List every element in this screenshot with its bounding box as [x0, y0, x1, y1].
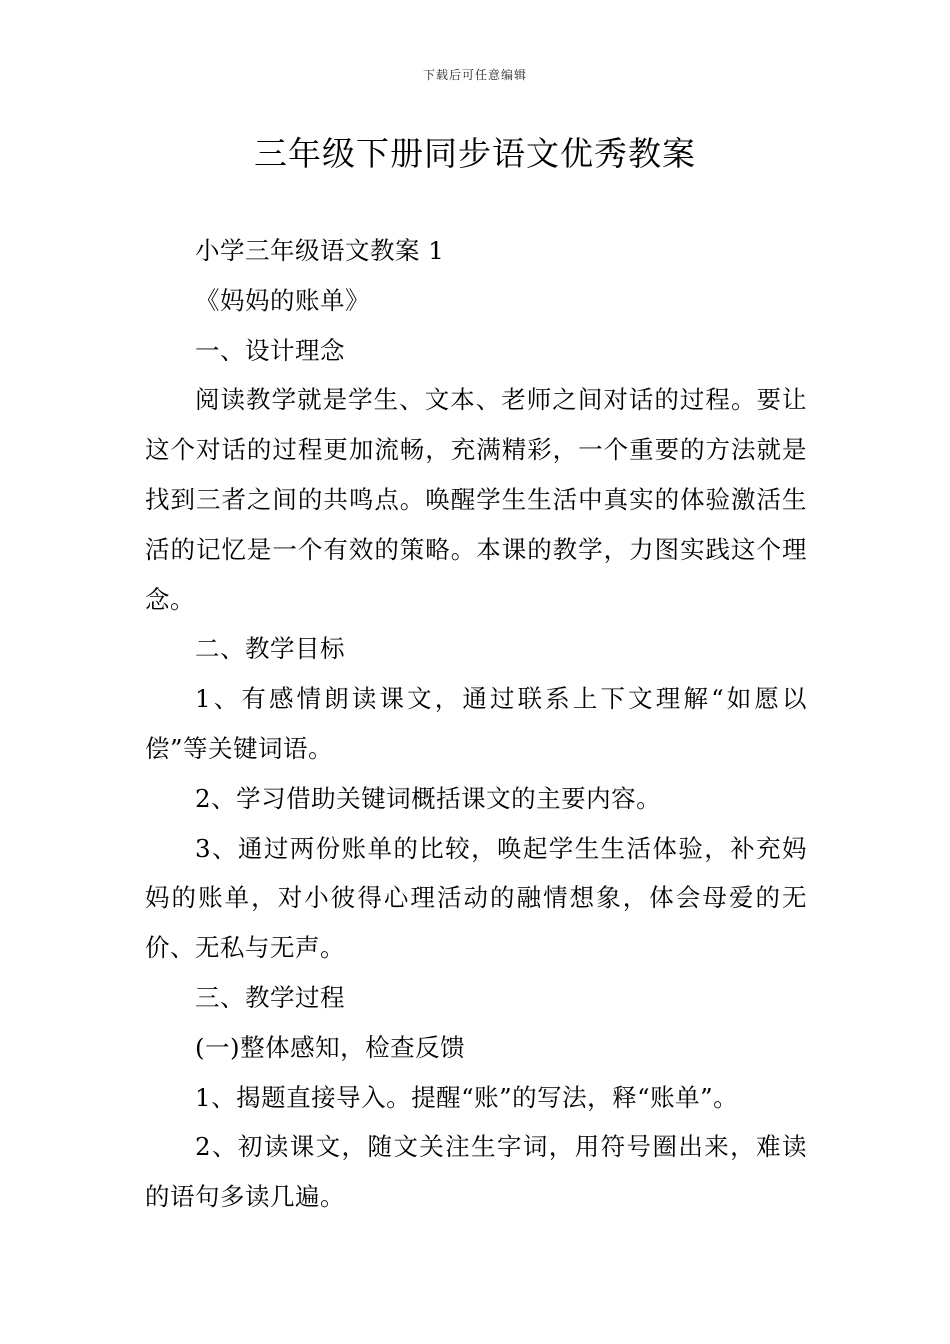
section-heading-design: 一、设计理念 — [195, 335, 345, 365]
goal-item-1: 1、有感情朗读课文，通过联系上下文理解“如愿以偿”等关键词语。 — [145, 684, 807, 763]
goal-item-2: 2、学习借助关键词概括课文的主要内容。 — [195, 783, 662, 813]
section-heading-goals: 二、教学目标 — [195, 634, 345, 664]
document-title: 三年级下册同步语文优秀教案 — [254, 134, 696, 173]
process-step-2: 2、初读课文，随文关注生字词，用符号圈出来，难读的语句多读几遍。 — [145, 1132, 807, 1212]
lesson-title: 《妈妈的账单》 — [195, 285, 370, 315]
subsection-heading-overview: (一)整体感知，检查反馈 — [195, 1032, 466, 1062]
document-body — [145, 226, 807, 1222]
section-heading-process: 三、教学过程 — [195, 982, 345, 1012]
header-note: 下载后可任意编辑 — [422, 68, 527, 82]
lesson-heading: 小学三年级语文教案 1 — [195, 236, 445, 265]
goal-item-3: 3、通过两份账单的比较，唤起学生生活体验，补充妈妈的账单，对小彼得心理活动的融情想象，体会母爱的无价、无私与无声。 — [145, 833, 807, 963]
process-step-1: 1、揭题直接导入。提醒“账”的写法，释“账单”。 — [195, 1082, 739, 1112]
paragraph-design-concept: 阅读教学就是学生、文本、老师之间对话的过程。要让这个对话的过程更加流畅，充满精彩，一个重要的方法就是找到三者之间的共鸣点。唤醒学生生活中真实的体验激活生活的记忆是一个有效的策略。本课的教学，力图实践这个理念。 — [145, 385, 807, 614]
